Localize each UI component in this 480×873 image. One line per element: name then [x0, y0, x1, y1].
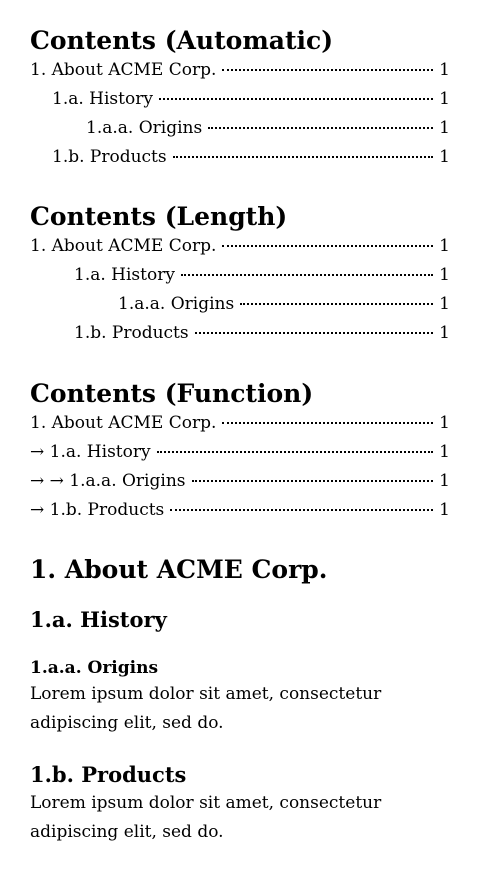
- toc-length-entry[interactable]: [30, 319, 450, 348]
- toc-length: [30, 202, 450, 348]
- toc-entry-page: 1: [439, 60, 450, 80]
- toc-leader-dots: [159, 98, 433, 100]
- section-products: [30, 761, 450, 847]
- toc-function-title: Contents (Function): [30, 379, 314, 408]
- toc-entry-page: 1: [439, 265, 450, 285]
- section-heading-origins: 1.a.a. Origins: [30, 658, 159, 678]
- toc-function-entry[interactable]: [30, 409, 450, 438]
- toc-entry-label: 1.b. Products: [74, 323, 189, 343]
- toc-entry-page: 1: [439, 471, 450, 491]
- toc-leader-dots: [181, 274, 433, 276]
- toc-entry-page: 1: [439, 323, 450, 343]
- toc-leader-dots: [222, 422, 433, 424]
- toc-entry-label: 1.a. History: [74, 265, 175, 285]
- toc-leader-dots: [157, 451, 434, 453]
- toc-entry-label: 1. About ACME Corp.: [30, 236, 217, 256]
- toc-entry-label: 1.a.a. Origins: [86, 118, 203, 138]
- section-heading-history: 1.a. History: [30, 607, 167, 632]
- toc-leader-dots: [192, 480, 434, 482]
- toc-entry-label: 1.b. Products: [52, 147, 167, 167]
- toc-entry-label: → 1.b. Products: [30, 500, 165, 520]
- toc-automatic: [30, 26, 450, 172]
- toc-length-list: [30, 232, 450, 348]
- section-heading-about: 1. About ACME Corp.: [30, 555, 328, 584]
- toc-entry-page: 1: [439, 500, 450, 520]
- toc-entry-page: 1: [439, 89, 450, 109]
- toc-entry-label: 1. About ACME Corp.: [30, 413, 217, 433]
- toc-automatic-list: [30, 56, 450, 172]
- toc-entry-page: 1: [439, 118, 450, 138]
- toc-leader-dots: [195, 332, 434, 334]
- section-heading-products: 1.b. Products: [30, 762, 187, 787]
- toc-length-entry[interactable]: [30, 232, 450, 261]
- toc-entry-label: 1.a.a. Origins: [118, 294, 235, 314]
- toc-automatic-entry[interactable]: [30, 56, 450, 85]
- toc-leader-dots: [222, 245, 433, 247]
- toc-entry-label: 1. About ACME Corp.: [30, 60, 217, 80]
- toc-leader-dots: [240, 303, 433, 305]
- toc-automatic-entry[interactable]: [30, 143, 450, 172]
- toc-function-list: [30, 409, 450, 525]
- toc-length-entry[interactable]: [30, 261, 450, 290]
- toc-entry-label: 1.a. History: [52, 89, 153, 109]
- toc-automatic-entry[interactable]: [30, 85, 450, 114]
- toc-entry-label: → 1.a. History: [30, 442, 151, 462]
- toc-function: [30, 379, 450, 525]
- toc-entry-page: 1: [439, 442, 450, 462]
- toc-automatic-entry[interactable]: [30, 114, 450, 143]
- toc-entry-page: 1: [439, 294, 450, 314]
- toc-function-entry[interactable]: [30, 438, 450, 467]
- toc-length-entry[interactable]: [30, 290, 450, 319]
- toc-function-entry[interactable]: [30, 496, 450, 525]
- section-origins: [30, 656, 450, 738]
- products-paragraph: Lorem ipsum dolor sit amet, consectetur adipiscing elit, sed do.: [30, 793, 382, 842]
- toc-entry-label: → → 1.a.a. Origins: [30, 471, 186, 491]
- toc-length-title: Contents (Length): [30, 202, 288, 231]
- section-history: [30, 606, 450, 634]
- toc-leader-dots: [208, 127, 433, 129]
- toc-entry-page: 1: [439, 236, 450, 256]
- toc-leader-dots: [173, 156, 434, 158]
- document-body: [30, 554, 450, 586]
- toc-entry-page: 1: [439, 147, 450, 167]
- toc-automatic-title: Contents (Automatic): [30, 26, 334, 55]
- toc-entry-page: 1: [439, 413, 450, 433]
- origins-paragraph: Lorem ipsum dolor sit amet, consectetur adipiscing elit, sed do.: [30, 684, 382, 733]
- toc-leader-dots: [170, 509, 433, 511]
- toc-leader-dots: [222, 69, 433, 71]
- toc-function-entry[interactable]: [30, 467, 450, 496]
